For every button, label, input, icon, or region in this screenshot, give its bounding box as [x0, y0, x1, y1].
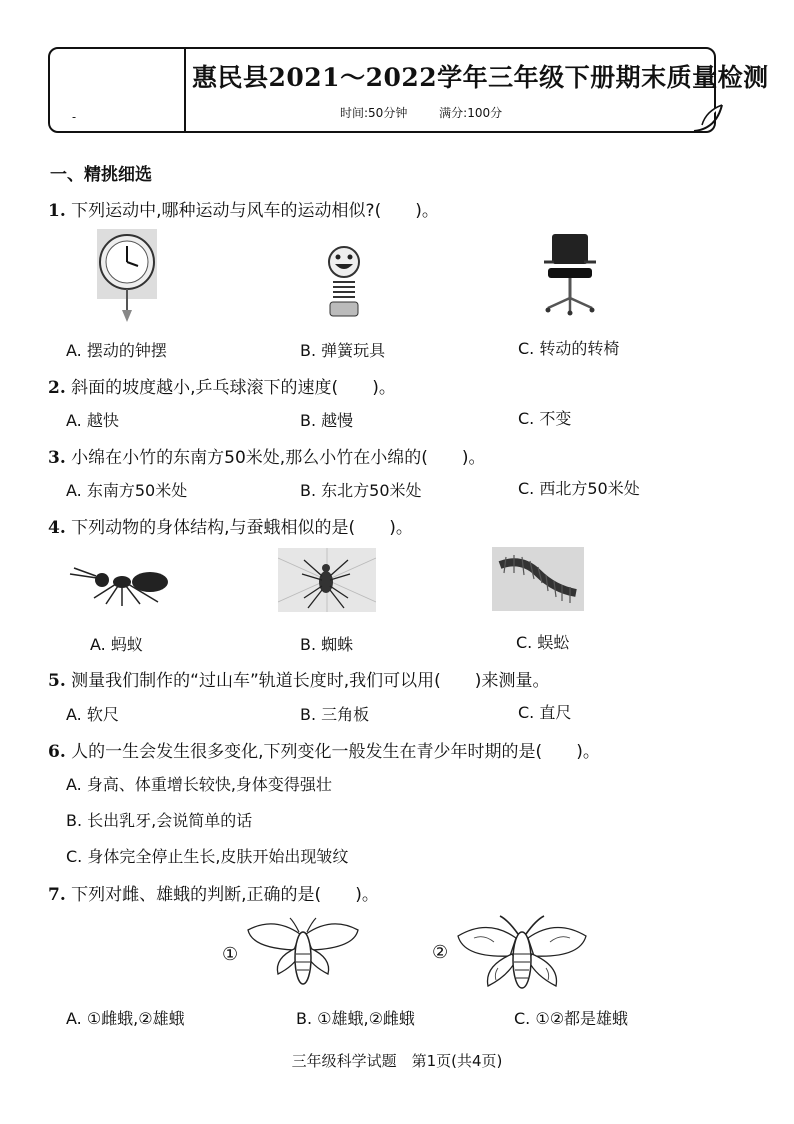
question-text: 小绵在小竹的东南方50米处,那么小竹在小绵的( )。 — [71, 448, 486, 468]
q2-option-b: B. 越慢 — [300, 411, 354, 430]
q5-option-b: B. 三角板 — [300, 705, 370, 724]
spring-toy-icon — [322, 244, 366, 320]
moth-label-2: ② — [432, 942, 449, 963]
question-5 — [48, 666, 549, 691]
page-footer: 三年级科学试题 第1页(共4页) — [291, 1052, 503, 1070]
header-divider — [184, 49, 186, 131]
question-7 — [48, 880, 379, 905]
q1-option-b: B. 弹簧玩具 — [300, 341, 386, 360]
q5-option-a: A. 软尺 — [66, 705, 119, 724]
exam-title: 惠民县2021～2022学年三年级下册期末质量检测 — [192, 63, 769, 92]
exam-score: 满分:100分 — [439, 106, 503, 120]
question-text: 测量我们制作的“过山车”轨道长度时,我们可以用( )来测量。 — [71, 671, 550, 691]
q2-option-c: C. 不变 — [518, 409, 572, 428]
moth-label-1: ① — [222, 944, 239, 965]
q6-option-c: C. 身体完全停止生长,皮肤开始出现皱纹 — [66, 847, 349, 866]
question-number: 3. — [48, 448, 66, 468]
question-4 — [48, 513, 413, 538]
ant-icon — [66, 562, 176, 608]
q3-option-a: A. 东南方50米处 — [66, 481, 188, 500]
exam-info — [340, 104, 530, 121]
question-1 — [48, 196, 439, 221]
moth-1-icon — [244, 914, 362, 990]
q3-option-c: C. 西北方50米处 — [518, 479, 640, 498]
swivel-chair-icon — [540, 232, 598, 316]
question-3 — [48, 443, 485, 468]
q6-option-b: B. 长出乳牙,会说简单的话 — [66, 811, 253, 830]
q7-option-b: B. ①雄蛾,②雌蛾 — [296, 1009, 415, 1028]
q5-option-c: C. 直尺 — [518, 703, 572, 722]
q3-option-b: B. 东北方50米处 — [300, 481, 422, 500]
q6-option-a: A. 身高、体重增长较快,身体变得强壮 — [66, 775, 332, 794]
question-6 — [48, 737, 600, 762]
header-mark: - — [72, 110, 77, 124]
question-text: 人的一生会发生很多变化,下列变化一般发生在青少年时期的是( )。 — [71, 742, 600, 762]
q4-option-b: B. 蜘蛛 — [300, 635, 354, 654]
q1-option-a: A. 摆动的钟摆 — [66, 341, 167, 360]
q7-option-c: C. ①②都是雄蛾 — [514, 1009, 629, 1028]
question-text: 下列运动中,哪种运动与风车的运动相似?( )。 — [71, 201, 439, 221]
question-number: 7. — [48, 885, 66, 905]
question-number: 2. — [48, 378, 66, 398]
page-curl-icon — [692, 101, 724, 133]
question-text: 下列动物的身体结构,与蚕蛾相似的是( )。 — [71, 518, 413, 538]
question-number: 4. — [48, 518, 66, 538]
question-2 — [48, 373, 396, 398]
section-title: 一、精挑细选 — [50, 165, 152, 185]
question-text: 下列对雌、雄蛾的判断,正确的是( )。 — [71, 885, 379, 905]
question-number: 1. — [48, 201, 66, 221]
q2-option-a: A. 越快 — [66, 411, 119, 430]
exam-time: 时间:50分钟 — [340, 106, 408, 120]
centipede-icon — [492, 547, 584, 611]
spider-icon — [278, 548, 376, 612]
pendulum-clock-icon — [96, 228, 158, 324]
moth-2-icon — [454, 914, 590, 994]
question-number: 5. — [48, 671, 66, 691]
q4-option-c: C. 蜈蚣 — [516, 633, 570, 652]
q4-option-a: A. 蚂蚁 — [90, 635, 143, 654]
question-number: 6. — [48, 742, 66, 762]
question-text: 斜面的坡度越小,乒乓球滚下的速度( )。 — [71, 378, 396, 398]
q7-option-a: A. ①雌蛾,②雄蛾 — [66, 1009, 185, 1028]
q1-option-c: C. 转动的转椅 — [518, 339, 620, 358]
